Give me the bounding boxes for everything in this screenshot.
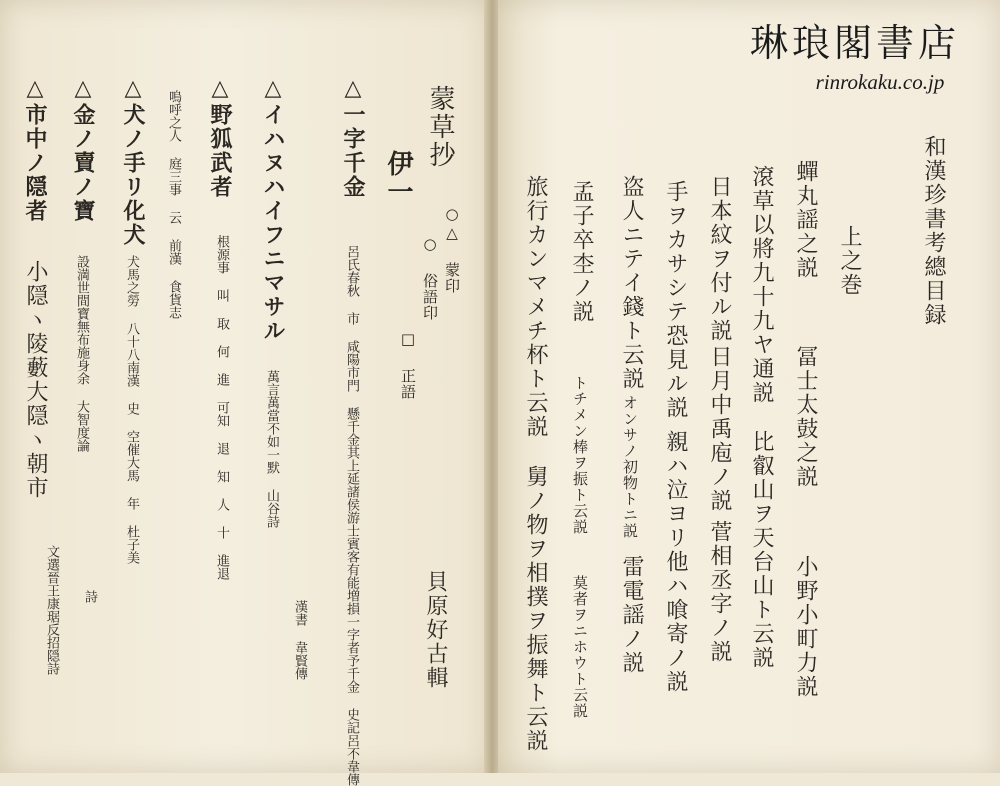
entry-note: 萬言萬當不如一默 山谷詩 bbox=[264, 370, 279, 528]
watermark-shop-name: 琳琅閣書店 bbox=[749, 21, 960, 65]
entry-extra: 嗚呼之人 庭三事 云 前漢 食貨志 bbox=[166, 90, 181, 319]
entry-note: 呂氏春秋 市 咸陽市門 懸千金其上延諸侯游士賓客有能増損一字者予千金 史記呂不韋傳 bbox=[344, 245, 359, 786]
catalog-item: 滾草以將九十九ヤ通説 bbox=[749, 165, 774, 405]
entry-heading: △金ノ賣ノ寶 bbox=[70, 75, 96, 223]
watermark-url: rinrokaku.co.jp bbox=[815, 70, 945, 94]
catalog-subitem: トチメン棒ヲ振ト云説 bbox=[571, 375, 589, 535]
catalog-title: 和漢珍書考總目録 bbox=[921, 135, 946, 327]
entry-extra: 漢書 韋賢傳 bbox=[292, 600, 307, 680]
catalog-subitem: 冨士太鼓之説 bbox=[793, 345, 818, 489]
entry-extra: 詩 bbox=[82, 590, 97, 603]
entry-heading: △イハヌハイフニマサル bbox=[260, 75, 286, 343]
mark-seigo: □ 正語 bbox=[399, 330, 417, 400]
catalog-subitem: 菅相丞字ノ説 bbox=[707, 520, 732, 664]
catalog-item: 手ヲカサシテ恐見ル説 bbox=[663, 180, 688, 420]
entry-heading: △一字千金 bbox=[340, 75, 366, 199]
right-page bbox=[498, 0, 1000, 773]
catalog-subitem: 日月中禹庖ノ説 bbox=[707, 345, 732, 513]
catalog-subitem: 雷電謡ノ説 bbox=[619, 555, 644, 675]
catalog-item: 旅行カンマメチ杯ト云説 bbox=[523, 175, 548, 439]
mark-kei: ○△ 蒙印 bbox=[443, 205, 461, 294]
catalog-subitem: 舅ノ物ヲ相撲ヲ振舞ト云説 bbox=[523, 465, 548, 753]
catalog-item: 孟子卒杢ノ説 bbox=[569, 180, 594, 324]
entry-note: 小隠ヽ陵藪大隠ヽ朝市 bbox=[23, 260, 48, 500]
catalog-subitem: オンサノ初物トニ説 bbox=[621, 395, 639, 539]
catalog-subitem: 親ハ泣ヨリ他ハ喰寄ノ説 bbox=[663, 430, 688, 694]
mark-zokugo: ○ 俗語印 bbox=[421, 235, 439, 321]
entry-heading: △市中ノ隠者 bbox=[22, 75, 48, 223]
catalog-volume: 上之巻 bbox=[837, 225, 862, 297]
catalog-subitem: 莫者ヲニホウト云説 bbox=[571, 575, 589, 719]
left-page-header: 蒙草抄 bbox=[425, 85, 455, 169]
catalog-item: 盗人ニテイ錢ト云説 bbox=[619, 175, 644, 391]
entry-heading: △犬ノ手リ化犬 bbox=[120, 75, 146, 247]
left-page bbox=[0, 0, 490, 786]
left-page-author: 貝原好古輯 bbox=[423, 570, 448, 690]
entry-heading: △野狐武者 bbox=[207, 75, 233, 199]
catalog-subitem: 比叡山ヲ天台山ト云説 bbox=[749, 430, 774, 670]
entry-extra: 文選晉王康琚反招隠詩 bbox=[44, 545, 59, 675]
left-page-subheader: 伊一 bbox=[383, 150, 413, 206]
catalog-subitem: 小野小町力説 bbox=[793, 555, 818, 699]
catalog-item: 蟬丸謡之説 bbox=[793, 160, 818, 280]
catalog-item: 日本紋ヲ付ル説 bbox=[707, 175, 732, 343]
entry-note: 根源事 叫 取 何 進 可知 退 知 人 十 進退 bbox=[214, 235, 229, 580]
entry-note: 犬馬之勞 八十八南漢 史 空催大馬 年 杜子美 bbox=[124, 255, 139, 564]
entry-note: 設満世間寶無布施身余 大智度論 bbox=[74, 255, 89, 452]
